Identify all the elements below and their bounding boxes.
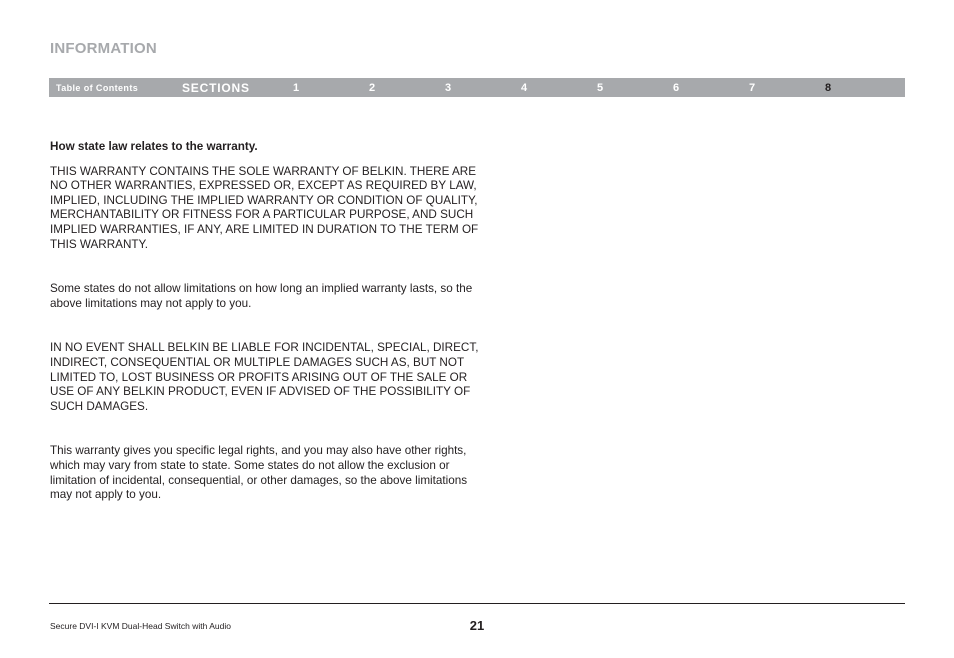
warranty-paragraph-2: Some states do not allow limitations on how long an implied warranty lasts, so the above limitations may not apply to you. [50, 282, 473, 310]
warranty-paragraph-1: THIS WARRANTY CONTAINS THE SOLE WARRANTY OF BELKIN. THERE ARE NO OTHER WARRANTIES, EXPRESSED OR, EXCEPT AS REQUIRED BY LAW, IMPLIED, INCLUDING THE IMPLIED WARRANTY OR CONDITION OF QUALITY, MERCHANTABILITY OR FITNESS FOR A PARTICULAR PURPOSE, AND SUCH IMPLIED WARRANTIES, IF ANY, ARE LIMITED IN DURATION TO THE TERM OF THIS WARRANTY. [50, 164, 479, 251]
section-link-4[interactable]: 4 [520, 82, 528, 94]
section-link-3[interactable]: 3 [444, 82, 452, 94]
section-title: INFORMATION [50, 40, 157, 57]
section-link-5[interactable]: 5 [596, 82, 604, 94]
footer-product-name: Secure DVI-I KVM Dual-Head Switch with Audio [50, 621, 231, 631]
table-of-contents-link[interactable]: Table of Contents [56, 83, 139, 93]
page-number: 21 [469, 618, 485, 633]
section-nav-bar [49, 78, 905, 97]
section-link-8-active[interactable]: 8 [824, 82, 832, 94]
sections-label: SECTIONS [182, 81, 250, 95]
warranty-paragraph-3: IN NO EVENT SHALL BELKIN BE LIABLE FOR INCIDENTAL, SPECIAL, DIRECT, INDIRECT, CONSEQUENTIAL OR MULTIPLE DAMAGES SUCH AS, BUT NOT LIMITED TO, LOST BUSINESS OR PROFITS ARISING OUT OF THE SALE OR USE OF ANY BELKIN PRODUCT, EVEN IF ADVISED OF THE POSSIBILITY OF SUCH DAMAGES. [50, 341, 479, 413]
section-link-1[interactable]: 1 [292, 82, 300, 94]
section-link-7[interactable]: 7 [748, 82, 756, 94]
warranty-content [50, 140, 480, 503]
warranty-paragraph-4: This warranty gives you specific legal rights, and you may also have other rights, which may vary from state to state. Some states do not allow the exclusion or limitation of incidental, consequential, or other damages, so the above limitations may not apply to you. [50, 444, 468, 502]
footer-divider [49, 603, 905, 604]
section-link-6[interactable]: 6 [672, 82, 680, 94]
content-heading: How state law relates to the warranty. [50, 140, 258, 153]
section-link-2[interactable]: 2 [368, 82, 376, 94]
